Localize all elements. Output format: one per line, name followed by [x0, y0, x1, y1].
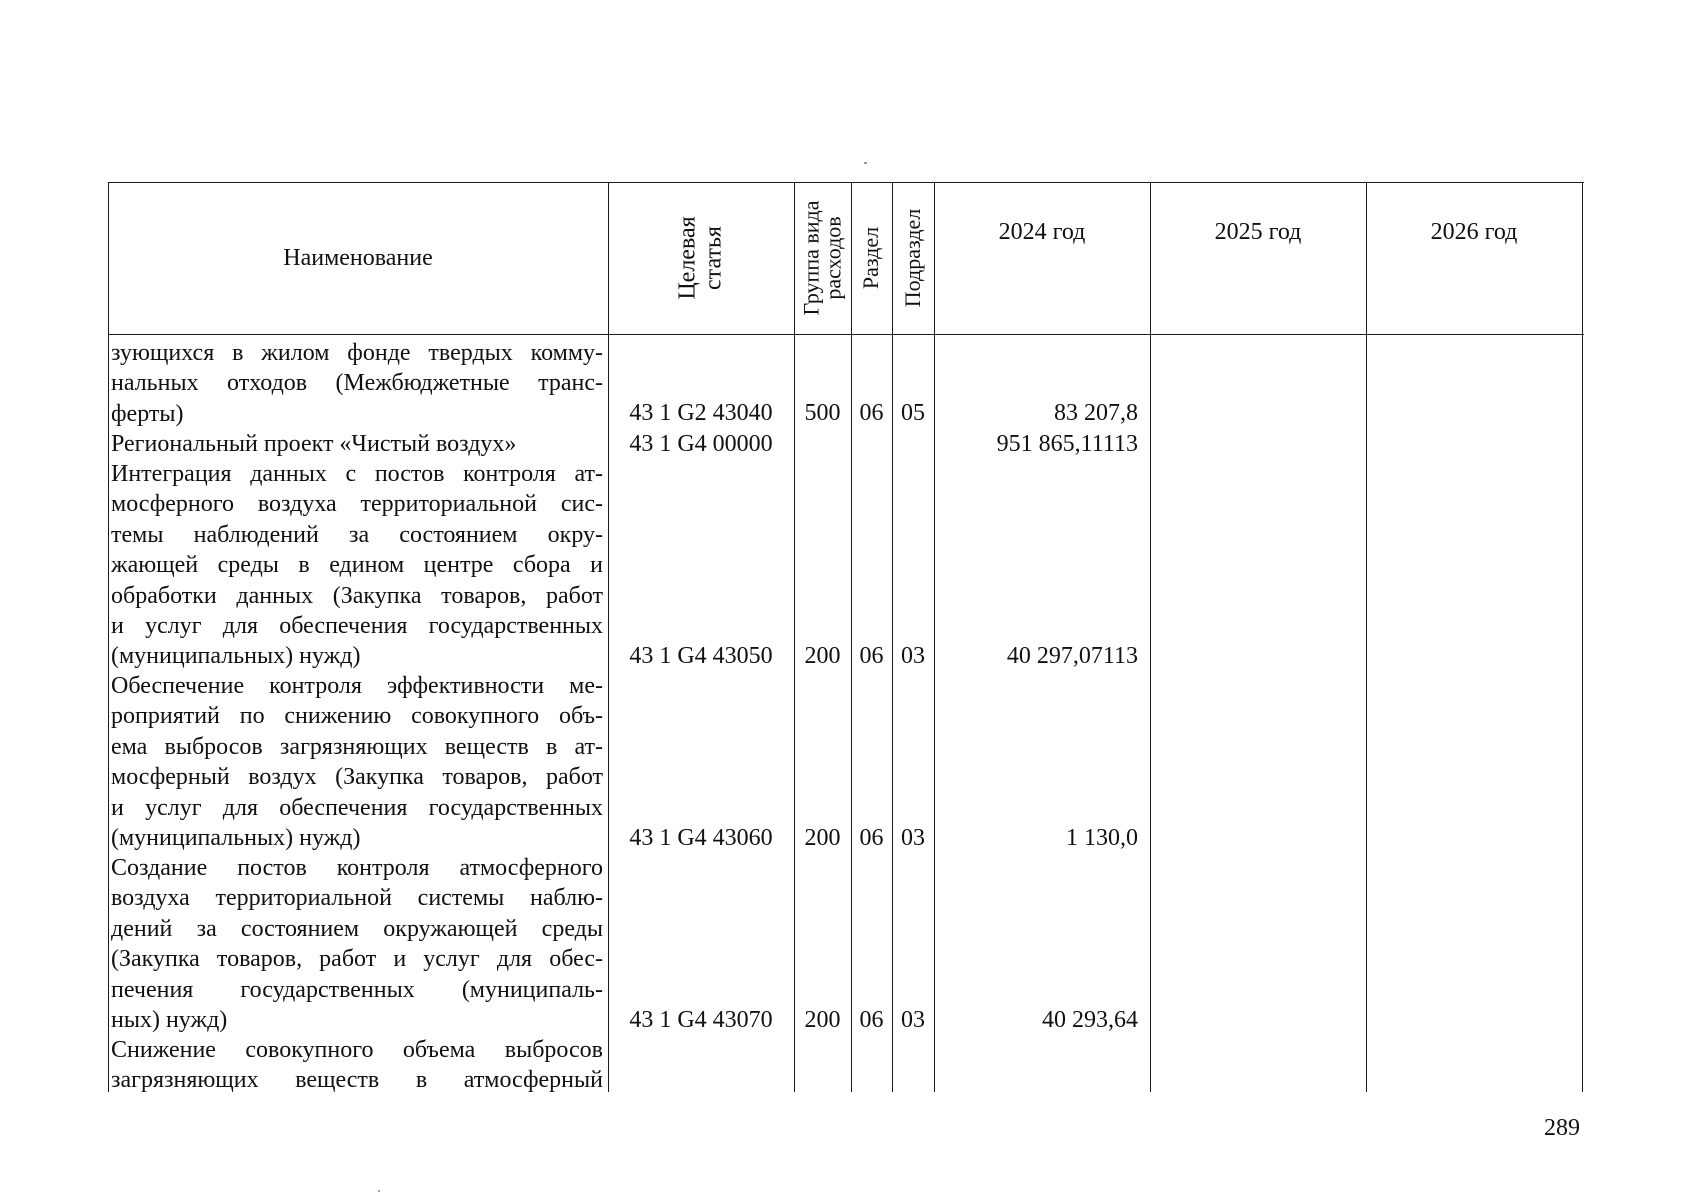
row-name-line: роприятий по снижению совокупного объ-: [111, 703, 603, 730]
row-subsection: 05: [901, 400, 925, 426]
header-target-article: [608, 182, 794, 334]
row-name-line: печения государственных (муниципаль-: [111, 976, 603, 1003]
row-name-line: мосферного воздуха территориальной сис-: [111, 491, 603, 518]
row-code: 43 1 G2 43040: [629, 400, 773, 426]
header-2024-label: 2024 год: [998, 219, 1086, 245]
row-value-2024: 1 130,0: [1066, 825, 1138, 851]
header-expense-group-line2: расходов: [820, 216, 846, 300]
header-target-article-line1: Целевая: [674, 216, 701, 300]
table-border-right: [1582, 182, 1583, 1092]
row-name-line: Снижение совокупного объема выбросов: [111, 1037, 603, 1063]
header-name: [108, 182, 608, 334]
row-code: 43 1 G4 00000: [629, 431, 773, 457]
row-name-line: загрязняющих веществ в атмосферный: [111, 1067, 603, 1094]
page-number: 289: [1544, 1115, 1580, 1141]
row-name: [111, 853, 603, 1035]
row-code: 43 1 G4 43050: [629, 643, 773, 669]
row-name-line: (Закупка товаров, работ и услуг для обес-: [111, 946, 603, 973]
row-name-line: мосферный воздух (Закупка товаров, работ: [111, 764, 603, 791]
budget-table: [108, 182, 1584, 1092]
scan-speck: [864, 162, 867, 164]
row-name-line: Обеспечение контроля эффективности ме-: [111, 673, 603, 699]
row-group: 200: [804, 1007, 841, 1033]
row-section: 06: [859, 400, 884, 426]
header-2026-label: 2026 год: [1430, 219, 1518, 245]
row-name-line: Региональный проект «Чистый воздух»: [111, 431, 517, 457]
col-divider-2025: [1366, 182, 1367, 1092]
row-name-line: и услуг для обеспечения государственных: [111, 794, 603, 821]
header-2025: [1150, 182, 1366, 282]
row-name: [111, 338, 603, 429]
row-name: [111, 1035, 603, 1096]
row-name-line: и услуг для обеспечения государственных: [111, 613, 603, 640]
row-group: 500: [804, 400, 841, 426]
row-section: 06: [859, 1007, 884, 1033]
row-name-line: ных) нужд): [111, 1007, 228, 1034]
row-name: [111, 671, 603, 853]
row-name-line: жающей среды в едином центре сбора и: [111, 552, 603, 579]
row-name-line: обработки данных (Закупка товаров, работ: [111, 582, 603, 609]
row-name-line: воздуха территориальной системы наблю-: [111, 885, 603, 912]
col-divider-2024: [1150, 182, 1151, 1092]
row-subsection: 03: [901, 643, 925, 669]
row-value-2024: 40 293,64: [1042, 1007, 1138, 1033]
row-name-line: Интеграция данных с постов контроля ат-: [111, 461, 603, 487]
header-section-label: Раздел: [858, 226, 884, 290]
row-name: [111, 459, 603, 672]
row-group: 200: [804, 643, 841, 669]
header-section: [851, 182, 892, 334]
row-subsection: 03: [901, 825, 925, 851]
header-2026: [1366, 182, 1582, 282]
row-name-line: (муниципальных) нужд): [111, 825, 361, 852]
row-name-line: ема выбросов загрязняющих веществ в ат-: [111, 733, 603, 760]
row-code: 43 1 G4 43060: [629, 825, 773, 851]
scan-speck: [378, 1190, 380, 1192]
header-2024: [934, 182, 1150, 282]
row-name-line: темы наблюдений за состоянием окру-: [111, 521, 603, 548]
row-subsection: 03: [901, 1007, 925, 1033]
col-divider-subsection: [934, 182, 935, 1092]
row-value-2024: 83 207,8: [1054, 400, 1138, 426]
header-subsection: [892, 182, 934, 334]
header-divider: [108, 334, 1584, 335]
row-name-line: (муниципальных) нужд): [111, 643, 361, 670]
row-value-2024: 951 865,11113: [996, 431, 1138, 457]
header-2025-label: 2025 год: [1214, 219, 1302, 245]
row-code: 43 1 G4 43070: [629, 1007, 773, 1033]
row-name: [111, 429, 603, 459]
row-name-line: нальных отходов (Межбюджетные транс-: [111, 370, 603, 397]
header-subsection-label: Подраздел: [900, 208, 926, 308]
header-name-label: Наименование: [283, 245, 433, 271]
header-expense-group: [794, 182, 851, 334]
row-name-line: ферты): [111, 400, 184, 427]
row-name-line: зующихся в жилом фонде твердых комму-: [111, 340, 603, 366]
row-value-2024: 40 297,07113: [1006, 643, 1138, 669]
row-section: 06: [859, 643, 884, 669]
row-group: 200: [804, 825, 841, 851]
row-name-line: Создание постов контроля атмосферного: [111, 855, 603, 881]
row-section: 06: [859, 825, 884, 851]
header-target-article-line2: статья: [700, 226, 727, 290]
row-name-line: дений за состоянием окружающей среды: [111, 915, 603, 942]
header-expense-group-line1: Группа вида: [798, 200, 824, 316]
